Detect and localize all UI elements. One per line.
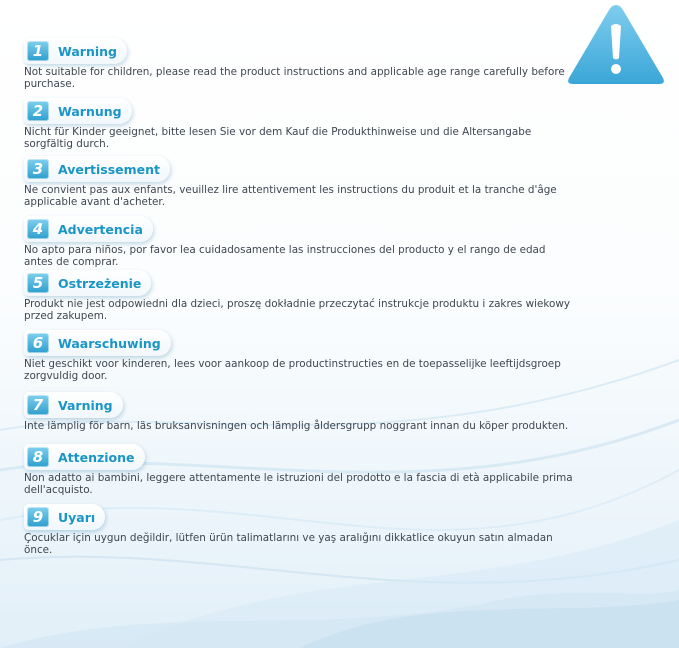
warning-tab — [24, 216, 153, 242]
warning-tab — [24, 504, 105, 530]
warning-tab — [24, 98, 132, 124]
warning-entry-1 — [24, 38, 574, 90]
warning-text: No apto para niños, por favor lea cuidadosamente las instrucciones del producto y el rango de edad antes de comprar. — [24, 244, 546, 268]
number-badge: 4 — [27, 219, 49, 239]
warning-title: Ostrzeżenie — [58, 275, 142, 291]
warning-text: Produkt nie jest odpowiedni dla dzieci, proszę dokładnie przeczytać instrukcje produktu i zakres wiekowy przed zakupem. — [24, 298, 571, 322]
warning-title: Warnung — [58, 103, 122, 119]
warning-title: Avertissement — [58, 161, 161, 177]
warning-text: Niet geschikt voor kinderen, lees voor aankoop de productinstructies en de toepasselijke leeftijdsgroep zorgvuldig door. — [24, 358, 561, 382]
warning-title: Varning — [58, 397, 113, 413]
warning-entry-9 — [24, 504, 574, 556]
warning-title: Attenzione — [58, 449, 135, 465]
number-badge: 5 — [27, 273, 49, 293]
warning-entry-3 — [24, 156, 574, 208]
warning-title: Warning — [58, 43, 117, 59]
warning-title: Advertencia — [58, 221, 143, 237]
warning-text: Non adatto ai bambini, leggere attentamente le istruzioni del prodotto e la fascia di età applicabile prima dell'acquisto. — [24, 472, 573, 496]
warning-text: Çocuklar için uygun değildir, lütfen ürün talimatlarını ve yaş aralığını dikkatlice okuyun satın almadan önce. — [24, 532, 553, 556]
number-badge: 2 — [27, 101, 49, 121]
warning-text: Ne convient pas aux enfants, veuillez lire attentivement les instructions du produit et la tranche d'âge applicable avant d'acheter. — [24, 184, 557, 208]
warning-title: Uyarı — [58, 509, 96, 525]
warning-text: Inte lämplig för barn, läs bruksanvisningen och lämplig åldersgrupp noggrant innan du köper produkten. — [24, 420, 569, 432]
warning-tab — [24, 330, 171, 356]
warning-entry-7 — [24, 392, 574, 432]
number-badge: 6 — [27, 333, 49, 353]
number-badge: 9 — [27, 507, 49, 527]
number-badge: 1 — [27, 41, 49, 61]
number-badge: 3 — [27, 159, 49, 179]
number-badge: 8 — [27, 447, 49, 467]
warning-tab — [24, 270, 151, 296]
warning-text: Not suitable for children, please read the product instructions and applicable age range carefully before purchase. — [24, 66, 565, 90]
warning-entry-6 — [24, 330, 574, 382]
warning-entry-5 — [24, 270, 574, 322]
warning-text: Nicht für Kinder geeignet, bitte lesen Sie vor dem Kauf die Produkthinweise und die Altersangabe sorgfältig durch. — [24, 126, 532, 150]
warning-title: Waarschuwing — [58, 335, 161, 351]
warning-entry-4 — [24, 216, 574, 268]
warning-tab — [24, 38, 127, 64]
warning-tab — [24, 156, 170, 182]
warning-entry-2 — [24, 98, 574, 150]
warning-tab — [24, 444, 145, 470]
number-badge: 7 — [27, 395, 49, 415]
warning-tab — [24, 392, 123, 418]
warning-entry-8 — [24, 444, 574, 496]
